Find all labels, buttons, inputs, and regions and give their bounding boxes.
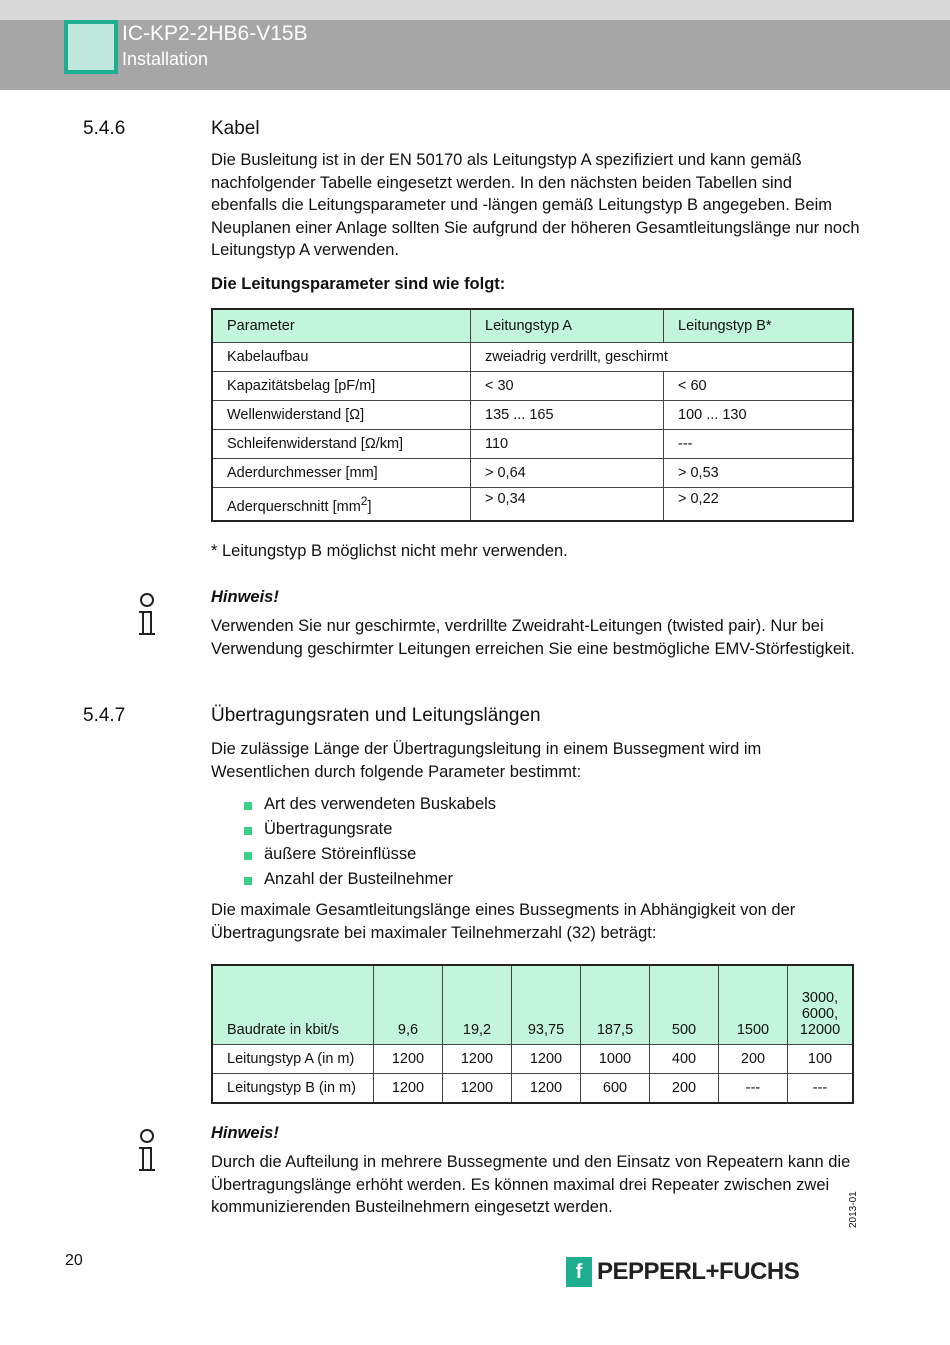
intro-paragraph: Die Busleitung ist in der EN 50170 als Leitungstyp A spezifiziert und kann gemäß nachfolgender Tabelle eingesetzt werden. In den nächsten beiden Tabellen sind ebenfalls die Leitungsparameter und -längen gemäß Leitungstyp B angegeben. Beim Neuplanen einer Anlage sollten Sie aufgrund der höheren Gesamtleitungslänge nur noch Leitungstyp A verwenden. [211, 151, 860, 259]
table-header-cell: Parameter [212, 309, 471, 343]
table-cell: 110 [471, 430, 664, 459]
list-item: Anzahl der Busteilnehmer [264, 870, 453, 888]
params-heading: Die Leitungsparameter sind wie folgt: [211, 275, 506, 293]
table-cell: 100 ... 130 [664, 401, 854, 430]
table-row [212, 459, 853, 488]
table-cell: zweiadrig verdrillt, geschirmt [471, 343, 854, 372]
bullet-marker [244, 827, 252, 835]
table-cell: 200 [719, 1045, 788, 1074]
table-header-cell: Baudrate in kbit/s [212, 965, 374, 1045]
bullet-marker [244, 852, 252, 860]
footnote: * Leitungstyp B möglichst nicht mehr verwenden. [211, 542, 568, 560]
note-text: Durch die Aufteilung in mehrere Bussegmente und den Einsatz von Repeatern kann die Übertragungslänge erhöht werden. Es können maximal drei Repeater zwischen zwei kommunizierenden Busteilnehmern eingesetzt werden. [211, 1153, 851, 1216]
table-cell: > 0,64 [471, 459, 664, 488]
table-header-cell: Leitungstyp B* [664, 309, 854, 343]
document-title: IC-KP2-2HB6-V15B [122, 22, 308, 45]
table-row [212, 488, 853, 522]
table-cell: --- [719, 1074, 788, 1104]
transmission-length-table [211, 964, 854, 1104]
table-cell: 1200 [374, 1074, 443, 1104]
table-header-row [212, 965, 853, 1045]
table-cell: > 0,53 [664, 459, 854, 488]
table-cell: < 30 [471, 372, 664, 401]
list-item: Art des verwendeten Buskabels [264, 795, 497, 813]
table-row [212, 430, 853, 459]
table-cell: Schleifenwiderstand [Ω/km] [212, 430, 471, 459]
note-title: Hinweis! [211, 588, 279, 606]
intro-paragraph: Die zulässige Länge der Übertragungsleitung in einem Bussegment wird im Wesentlichen durch folgende Parameter bestimmt: [211, 740, 762, 781]
header-line: 6000, [801, 1006, 839, 1022]
table-header-row [212, 309, 853, 343]
list-item: Übertragungsrate [264, 820, 393, 838]
table-row [212, 372, 853, 401]
table-cell: 1200 [443, 1074, 512, 1104]
table-cell: Leitungstyp B (in m) [212, 1074, 374, 1104]
table-header-cell: 187,5 [581, 965, 650, 1045]
section-number: 5.4.7 [83, 705, 126, 726]
table-row [212, 1074, 853, 1104]
table-cell: Kapazitätsbelag [pF/m] [212, 372, 471, 401]
table-cell: Aderdurchmesser [mm] [212, 459, 471, 488]
table-cell: --- [788, 1074, 854, 1104]
section-title: Übertragungsraten und Leitungslängen [211, 705, 541, 726]
note-title: Hinweis! [211, 1124, 279, 1142]
header-line: 3000, [801, 990, 839, 1006]
superscript: 2 [360, 493, 368, 508]
header-line: 12000 [799, 1022, 841, 1038]
table-cell: 1200 [443, 1045, 512, 1074]
table-cell: Wellenwiderstand [Ω] [212, 401, 471, 430]
section-number: 5.4.6 [83, 118, 126, 139]
info-icon [135, 592, 159, 640]
table-cell: > 0,22 [664, 488, 854, 522]
note-text: Verwenden Sie nur geschirmte, verdrillte Zweidraht-Leitungen (twisted pair). Nur bei Verwendung geschirmter Leitungen erreichen Sie eine bestmögliche EMV-Störfestigkeit. [211, 617, 855, 658]
table-cell: 135 ... 165 [471, 401, 664, 430]
cell-text: Aderquerschnitt [mm [227, 498, 361, 515]
table-cell: Leitungstyp A (in m) [212, 1045, 374, 1074]
table-header-cell: Leitungstyp A [471, 309, 664, 343]
brand-logo [566, 1257, 799, 1287]
table-cell: 100 [788, 1045, 854, 1074]
table-cell: 200 [650, 1074, 719, 1104]
table-cell: > 0,34 [471, 488, 664, 522]
table-header-cell: 19,2 [443, 965, 512, 1045]
table-cell: 1200 [512, 1045, 581, 1074]
list-item: äußere Störeinflüsse [264, 845, 417, 863]
table-header-cell: 93,75 [512, 965, 581, 1045]
table-row [212, 1045, 853, 1074]
table-cell: 1200 [512, 1074, 581, 1104]
bullet-marker [244, 877, 252, 885]
table-cell: Kabelaufbau [212, 343, 471, 372]
brand-mark-icon: f [566, 1257, 592, 1287]
table-header-cell [788, 965, 854, 1045]
table-cell: --- [664, 430, 854, 459]
table-cell: 1000 [581, 1045, 650, 1074]
table-cell: < 60 [664, 372, 854, 401]
document-section: Installation [122, 49, 209, 69]
table-cell [212, 488, 471, 522]
table-cell: 600 [581, 1074, 650, 1104]
table-cell: 400 [650, 1045, 719, 1074]
section-title: Kabel [211, 118, 260, 139]
table-header-cell: 500 [650, 965, 719, 1045]
table-cell: 1200 [374, 1045, 443, 1074]
cell-text: ] [367, 498, 372, 515]
page-number: 20 [65, 1252, 83, 1269]
table-row [212, 343, 853, 372]
table-header-cell: 9,6 [374, 965, 443, 1045]
header-logo-square [64, 20, 118, 74]
table-header-cell: 1500 [719, 965, 788, 1045]
table-row [212, 401, 853, 430]
date-code: 2013-01 [848, 1191, 859, 1228]
length-paragraph: Die maximale Gesamtleitungslänge eines Bussegments in Abhängigkeit von der Übertragungsrate bei maximaler Teilnehmerzahl (32) beträgt: [211, 901, 796, 942]
cable-parameter-table [211, 308, 854, 522]
info-icon [135, 1128, 159, 1176]
brand-name: PEPPERL+FUCHS [597, 1258, 800, 1285]
bullet-marker [244, 802, 252, 810]
